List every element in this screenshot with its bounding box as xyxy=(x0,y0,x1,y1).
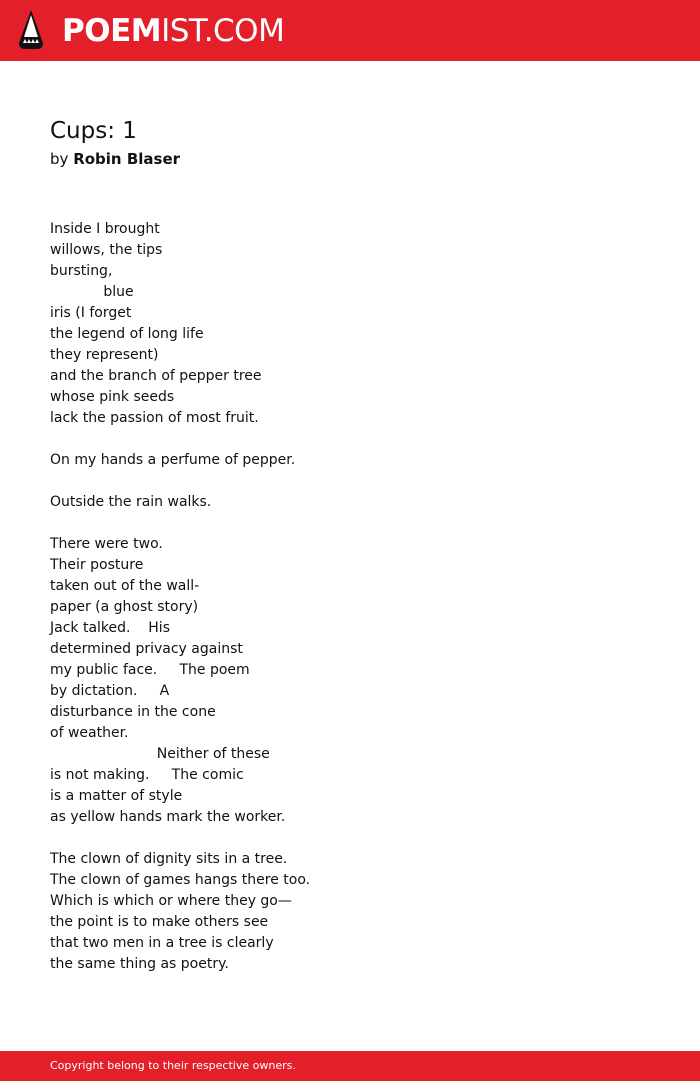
site-footer xyxy=(0,1051,700,1081)
site-header xyxy=(0,0,700,61)
poem-title: Cups: 1 xyxy=(50,118,137,144)
poem-body: Inside I brought willows, the tips bursting, blue iris (I forget the legend of long life they represent) and the branch of pepper tree whose pink seeds lack the passion of most fruit. On my hands a perfume of pepper. Outside the rain walks. There were two. Their posture taken out of the wall- paper (a ghost story) Jack talked. His determined privacy against my public face. The poem by dictation. A disturbance in the cone of weather. Neither of these is not making. The comic is a matter of style as yellow hands mark the worker. The clown of dignity sits in a tree. The clown of games hangs there too. Which is which or where they go— the point is to make others see that two men in a tree is clearly the same thing as poetry. xyxy=(50,221,311,972)
pencil-icon[interactable] xyxy=(17,9,45,51)
author-name: Robin Blaser xyxy=(73,150,181,168)
site-logo[interactable] xyxy=(62,13,284,49)
byline xyxy=(50,149,180,169)
by-label: by xyxy=(50,150,69,168)
logo-bold-text: POEM xyxy=(62,13,162,49)
logo-light-text: IST.COM xyxy=(161,13,285,49)
copyright-text: Copyright belong to their respective owners. xyxy=(50,1059,296,1072)
